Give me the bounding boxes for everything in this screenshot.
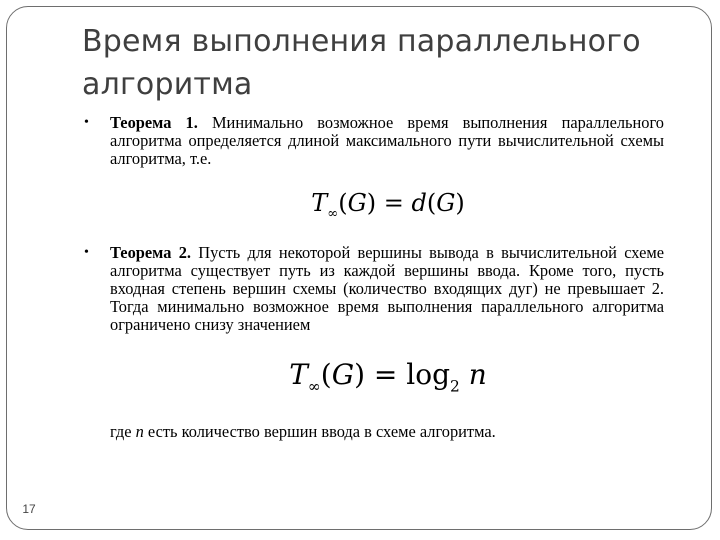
theorem-2 [82, 244, 664, 334]
formula-paren: ) [354, 357, 365, 391]
formula-paren: ) [366, 189, 377, 217]
formula-log-base: 2 [450, 377, 460, 396]
theorem-1-text: Минимально возможное время выполнения параллельного алгоритма определяется длиной максимального пути вычислительной схемы алгоритма, т.е. [110, 113, 664, 168]
formula-2 [82, 358, 664, 404]
note-text: где [110, 422, 136, 442]
note-variable: n [135, 422, 144, 442]
bullet: • [84, 244, 89, 260]
theorem-2-label: Теорема 2. [110, 242, 191, 262]
formula-symbol: G [331, 357, 355, 391]
note-text: есть количество вершин ввода в схеме алгоритма. [143, 422, 496, 442]
formula-paren: ( [426, 189, 437, 217]
formula-symbol: d [411, 189, 427, 217]
formula-1 [82, 188, 664, 230]
formula-subscript: ∞ [307, 377, 321, 396]
formula-log: log [406, 357, 451, 391]
formula-note [82, 423, 664, 441]
formula-symbol: n [468, 357, 487, 391]
formula-symbol: T [289, 357, 308, 391]
slide-content [82, 114, 664, 441]
formula-paren: ) [455, 189, 465, 217]
formula-equals: = [376, 189, 412, 217]
formula-paren: ( [338, 189, 348, 217]
formula-symbol: G [436, 189, 456, 217]
slide-number: 17 [14, 497, 44, 521]
formula-symbol: G [347, 189, 367, 217]
formula-symbol: T [311, 189, 328, 217]
theorem-2-text: Пусть для некоторой вершины вывода в вычислительной схеме алгоритма существует путь из каждой вершины ввода. Кроме того, пусть входная степень вершин схемы (количество входящих дуг) не превышает 2. Тогда минимально возможное время выполнения параллельного алгоритма ограничено снизу значением [110, 242, 664, 334]
bullet: • [84, 115, 89, 130]
formula-paren: ( [320, 357, 332, 391]
page-title: Время выполнения параллельного алгоритма [82, 24, 641, 102]
theorem-1 [82, 114, 664, 168]
formula-equals: = [365, 357, 407, 391]
theorem-1-label: Теорема 1. [110, 113, 198, 132]
formula-subscript: ∞ [327, 206, 339, 222]
